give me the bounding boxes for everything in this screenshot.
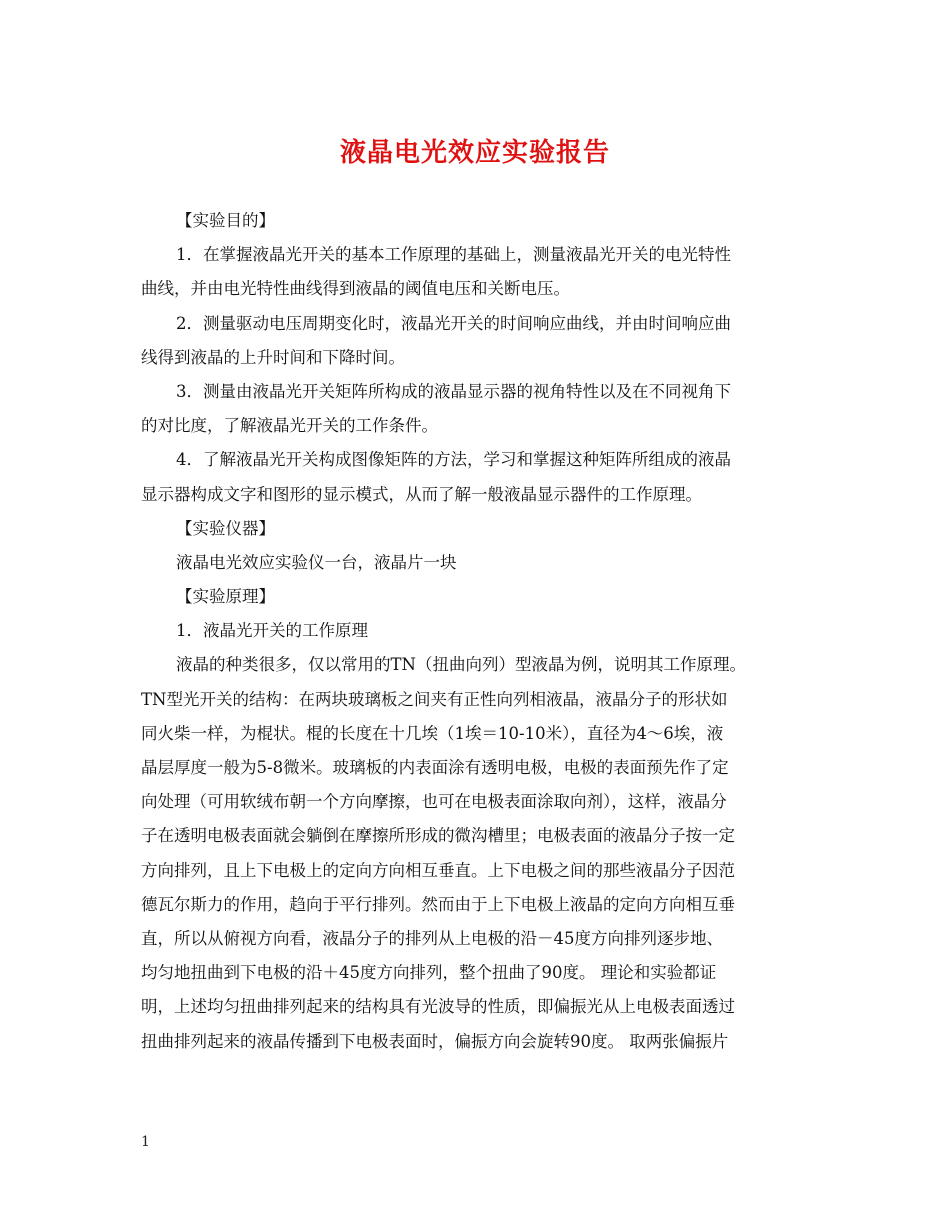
document-body bbox=[141, 204, 811, 1059]
text-line: 3．测量由液晶光开关矩阵所构成的液晶显示器的视角特性以及在不同视角下 bbox=[176, 381, 731, 401]
text-line: 1．在掌握液晶光开关的基本工作原理的基础上，测量液晶光开关的电光特性 bbox=[176, 245, 731, 265]
text-line: 同火柴一样，为棍状。棍的长度在十几埃（1埃＝10-10米），直径为4～6埃，液 bbox=[141, 723, 724, 743]
page-number: 1 bbox=[141, 1134, 150, 1150]
text-line: 【实验仪器】 bbox=[176, 518, 275, 538]
text-line: 子在透明电极表面就会躺倒在摩擦所形成的微沟槽里；电极表面的液晶分子按一定 bbox=[141, 826, 735, 846]
text-line: 液晶的种类很多，仅以常用的TN（扭曲向列）型液晶为例，说明其工作原理。 bbox=[176, 655, 746, 675]
text-line: TN型光开关的结构：在两块玻璃板之间夹有正性向列相液晶，液晶分子的形状如 bbox=[141, 689, 728, 709]
text-line: 的对比度，了解液晶光开关的工作条件。 bbox=[141, 416, 438, 436]
text-line: 向处理（可用软绒布朝一个方向摩擦，也可在电极表面涂取向剂），这样，液晶分 bbox=[141, 792, 727, 812]
text-line: 曲线，并由电光特性曲线得到液晶的阈值电压和关断电压。 bbox=[141, 279, 570, 299]
text-line: 【实验原理】 bbox=[176, 587, 275, 607]
text-line: 4．了解液晶光开关构成图像矩阵的方法，学习和掌握这种矩阵所组成的液晶 bbox=[176, 450, 731, 470]
text-line: 均匀地扭曲到下电极的沿＋45度方向排列，整个扭曲了90度。 理论和实验都证 bbox=[141, 963, 717, 983]
text-line: 线得到液晶的上升时间和下降时间。 bbox=[141, 347, 405, 367]
text-line: 直，所以从俯视方向看，液晶分子的排列从上电极的沿－45度方向排列逐步地、 bbox=[141, 928, 723, 948]
text-line: 方向排列，且上下电极上的定向方向相互垂直。上下电极之间的那些液晶分子因范 bbox=[141, 860, 735, 880]
text-line: 明，上述均匀扭曲排列起来的结构具有光波导的性质，即偏振光从上电极表面透过 bbox=[141, 997, 735, 1017]
text-line: 【实验目的】 bbox=[176, 211, 275, 230]
text-line: 扭曲排列起来的液晶传播到下电极表面时，偏振方向会旋转90度。 取两张偏振片 bbox=[141, 1031, 729, 1051]
text-line: 液晶电光效应实验仪一台，液晶片一块 bbox=[176, 552, 457, 572]
text-line: 德瓦尔斯力的作用，趋向于平行排列。然而由于上下电极上液晶的定向方向相互垂 bbox=[141, 894, 735, 914]
document-title: 液晶电光效应实验报告 bbox=[339, 138, 610, 168]
text-line: 晶层厚度一般为5-8微米。玻璃板的内表面涂有透明电极，电极的表面预先作了定 bbox=[141, 758, 729, 777]
text-line: 显示器构成文字和图形的显示模式，从而了解一般液晶显示器件的工作原理。 bbox=[141, 484, 702, 504]
text-line: 2．测量驱动电压周期变化时，液晶光开关的时间响应曲线，并由时间响应曲 bbox=[176, 313, 731, 333]
text-line: 1．液晶光开关的工作原理 bbox=[176, 621, 368, 641]
